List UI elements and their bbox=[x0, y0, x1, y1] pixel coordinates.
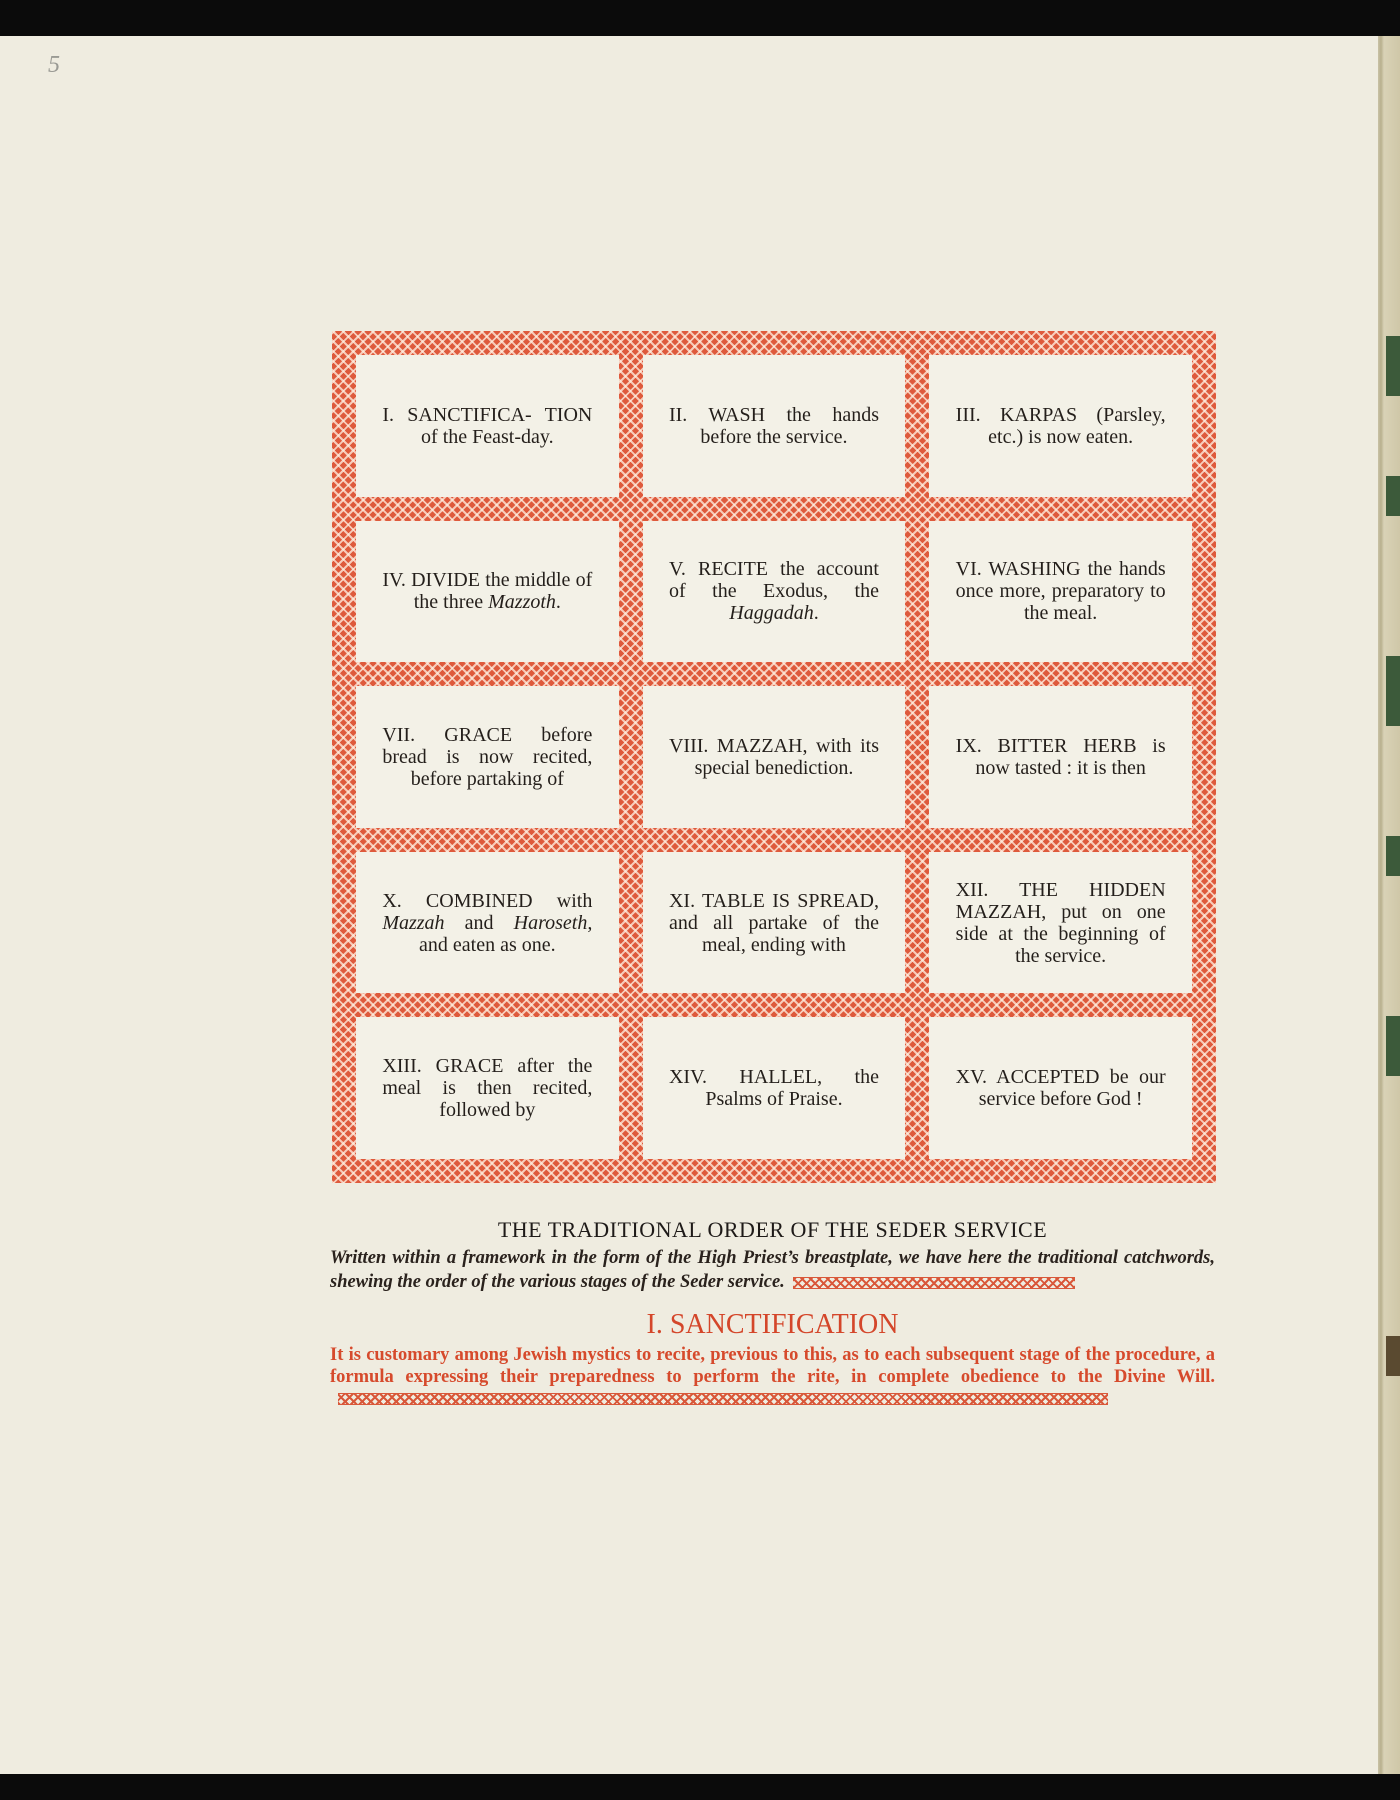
page-folio-number: 5 bbox=[48, 52, 60, 78]
stage-cell-9 bbox=[929, 686, 1192, 828]
stage-text-10: X. COMBINED with Mazzah and Haroseth, and eaten as one. bbox=[382, 889, 593, 956]
stage-text-9: IX. BITTER HERB is now tasted : it is then bbox=[955, 734, 1166, 779]
stage-text-5: V. RECITE the account of the Exodus, the Haggadah. bbox=[668, 558, 879, 625]
adjacent-page-edge bbox=[1378, 36, 1400, 1774]
page-edge-decoration bbox=[1386, 1336, 1400, 1376]
stage-cell-10 bbox=[356, 852, 619, 994]
page-edge-decoration bbox=[1386, 476, 1400, 516]
stage-text-1: I. SANCTIFICA- TION of the Feast-day. bbox=[382, 403, 593, 448]
figure-caption-title: THE TRADITIONAL ORDER OF THE SEDER SERVICE bbox=[497, 1217, 1048, 1242]
seder-order-grid bbox=[356, 355, 1192, 1159]
page-edge-decoration bbox=[1386, 836, 1400, 876]
page-edge-decoration bbox=[1386, 336, 1400, 396]
stage-cell-6 bbox=[929, 521, 1192, 663]
stage-cell-5 bbox=[643, 521, 906, 663]
stage-cell-11 bbox=[643, 852, 906, 994]
stage-cell-3 bbox=[929, 355, 1192, 497]
page-edge-decoration bbox=[1386, 656, 1400, 726]
stage-text-15: XV. ACCEPTED be our service before God ! bbox=[955, 1066, 1166, 1111]
rope-ornament-icon bbox=[793, 1277, 1075, 1289]
book-page bbox=[0, 36, 1378, 1774]
stage-cell-1 bbox=[356, 355, 619, 497]
stage-cell-4 bbox=[356, 521, 619, 663]
stage-text-7: VII. GRACE before bread is now recited, before partaking of bbox=[382, 723, 593, 790]
section-heading: I. SANCTIFICATION bbox=[646, 1309, 899, 1340]
stage-text-2: II. WASH the hands before the service. bbox=[668, 403, 879, 448]
stage-text-3: III. KARPAS (Parsley, etc.) is now eaten. bbox=[955, 403, 1166, 448]
figure-caption-description: Written within a framework in the form of the High Priest’s breastplate, we have here the traditional catchwords, shewing the order of the various stages of the Seder service. bbox=[330, 1248, 1215, 1292]
stage-cell-2 bbox=[643, 355, 906, 497]
stage-text-4: IV. DIVIDE the middle of the three Mazzoth. bbox=[382, 569, 593, 614]
stage-text-8: VIII. MAZZAH, with its special benediction. bbox=[668, 734, 879, 779]
stage-cell-8 bbox=[643, 686, 906, 828]
stage-cell-12 bbox=[929, 852, 1192, 994]
stage-text-13: XIII. GRACE after the meal is then recited, followed by bbox=[382, 1055, 593, 1122]
stage-cell-15 bbox=[929, 1017, 1192, 1159]
stage-cell-7 bbox=[356, 686, 619, 828]
page-edge-decoration bbox=[1386, 1016, 1400, 1076]
stage-text-6: VI. WASHING the hands once more, preparatory to the meal. bbox=[955, 558, 1166, 625]
stage-cell-13 bbox=[356, 1017, 619, 1159]
section-paragraph: It is customary among Jewish mystics to recite, previous to this, as to each subsequent stage of the procedure, a formula expressing their preparedness to perform the rite, in complete obedience to the Divine Will. bbox=[330, 1345, 1215, 1410]
stage-text-12: XII. THE HIDDEN MAZZAH, put on one side at the beginning of the service. bbox=[955, 878, 1166, 967]
rope-ornament-icon bbox=[338, 1393, 1108, 1405]
breastplate-frame bbox=[332, 331, 1216, 1183]
stage-text-11: XI. TABLE IS SPREAD, and all partake of the meal, ending with bbox=[668, 889, 879, 956]
stage-cell-14 bbox=[643, 1017, 906, 1159]
stage-text-14: XIV. HALLEL, the Psalms of Praise. bbox=[668, 1066, 879, 1111]
